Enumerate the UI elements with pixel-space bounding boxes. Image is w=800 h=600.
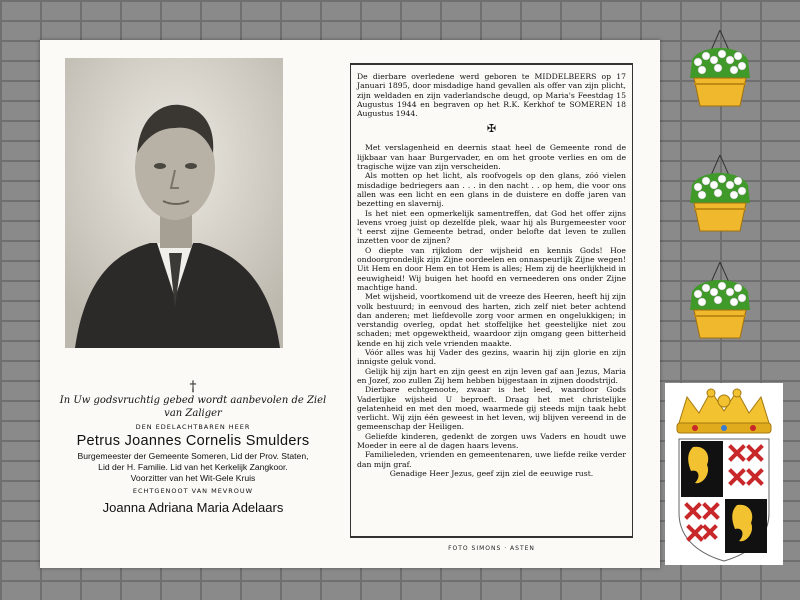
paragraph-8: Dierbare echtgenoote, zwaar is het leed, waardoor Gods Vaderlijke wijsheid U beproeft. Draag het met christelijke gelatenheid en met den moed, waarmede gij steeds mijn taak hebt verlicht. Wij zijn één geweest in het leven, wij blijven vereend in de gemeenschap der Heiligen.	[357, 385, 626, 432]
memorial-text-panel	[350, 63, 633, 538]
flower-basket-icon	[680, 30, 760, 110]
paragraph-2: Als motten op het licht, als roofvogels op den glans, zóó vielen misdadige bedriegers aan . . . in den nacht . . op hem, die voor ons allen was een licht en een glans in de duistere en doffe jaren van bezetting en slavernij.	[357, 171, 626, 209]
intro-paragraph: De dierbare overledene werd geboren te MIDDELBEERS op 17 Januari 1895, door misdadige hand gevallen als offer van zijn plicht, zijn weldaden en zijn vaderlandsche deugd, op Maria's Feestdag 15 Augustus 1944 en begraven op het R.K. Kerkhof te SOMEREN 18 Augustus 1944.	[357, 72, 626, 119]
paragraph-4: O diepte van rijkdom der wijsheid en kennis Gods! Hoe ondoorgrondelijk zijn Zijne oordeelen en onnaspeurlijk Zijne wegen! Uit Hem en door Hem en tot Hem is alles; Hem zij de heerlijkheid in eeuwigheid! Wij buigen het hoofd en verneederen ons onder Zijne machtige hand.	[357, 245, 626, 292]
cross-icon: †	[189, 379, 197, 395]
shield-icon	[679, 439, 769, 561]
prayer-line: In Uw godsvruchtig gebed wordt aanbevolen de Ziel van Zaliger	[59, 395, 327, 419]
function-line-3: Voorzitter van het Wit-Gele Kruis	[130, 473, 256, 483]
cross-pattee-icon: ✠	[486, 122, 497, 136]
photo-credit: FOTO SIMONS · ASTEN	[448, 545, 535, 552]
portrait-photo	[65, 58, 283, 348]
paragraph-10: Familieleden, vrienden en gemeentenaren, uwe liefde reike verder dan mijn graf.	[357, 450, 626, 469]
closing-prayer: Genadige Heer Jezus, geef zijn ziel de eeuwige rust.	[389, 468, 594, 478]
paragraph-6: Vóór alles was hij Vader des gezins, waarin hij zijn glorie en zijn innigste geluk vond.	[357, 348, 626, 367]
function-line-2: Lid der H. Familie. Lid van het Kerkelijk Zangkoor.	[98, 462, 288, 472]
paragraph-3: Is het niet een opmerkelijk samentreffen, dat God het offer zijns levens vroeg juist op dezelfde plek, waar hij als Burgemeester voor 't eerst zijne Gemeente betrad, onder belofte dat leven te zullen inzetten voor de zijnen?	[357, 208, 626, 246]
paragraph-7: Gelijk hij zijn hart en zijn geest en zijn leven gaf aan Jezus, Maria en Jozef, zoo zullen Zij hem hebben bijgestaan in zijnen doodstrijd.	[357, 366, 626, 385]
function-line-1: Burgemeester der Gemeente Someren, Lid der Prov. Staten,	[77, 451, 309, 461]
spouse-label: ECHTGENOOT VAN MEVROUW	[132, 487, 254, 495]
crown-icon	[677, 389, 771, 433]
flower-basket-icon	[680, 155, 760, 235]
spouse-name: Joanna Adriana Maria Adelaars	[102, 500, 284, 515]
deceased-name: Petrus Joannes Cornelis Smulders	[76, 433, 310, 449]
paragraph-9: Geliefde kinderen, gedenkt de zorgen uws Vaders en houdt uwe Moeder in eere al de dagen haars levens.	[357, 431, 626, 450]
deceased-info	[52, 380, 334, 516]
coat-of-arms	[665, 383, 783, 565]
paragraph-1: Met verslagenheid en deernis staat heel de Gemeente rond de lijkbaar van haar Burgervader, en om het groote verlies en om de tragische wijze van zijn verscheiden.	[357, 143, 626, 172]
paragraph-5: Met wijsheid, voortkomend uit de vreeze des Heeren, heeft hij zijn volk bestuurd; in eenvoud des harten, zich zelf niet beter achtend dan anderen; met liefdevolle zorg voor armen en ongelukkigen; in verstandig overleg, opdat het stoffelijke het geestelijke niet zou schaden; met opgewektheid, waardoor zijn omgang geen bitterheid kende en hij zich vele vrienden maakte.	[357, 292, 626, 348]
flower-basket-icon	[680, 262, 760, 342]
honorific: DEN EDELACHTBAREN HEER	[135, 423, 251, 431]
